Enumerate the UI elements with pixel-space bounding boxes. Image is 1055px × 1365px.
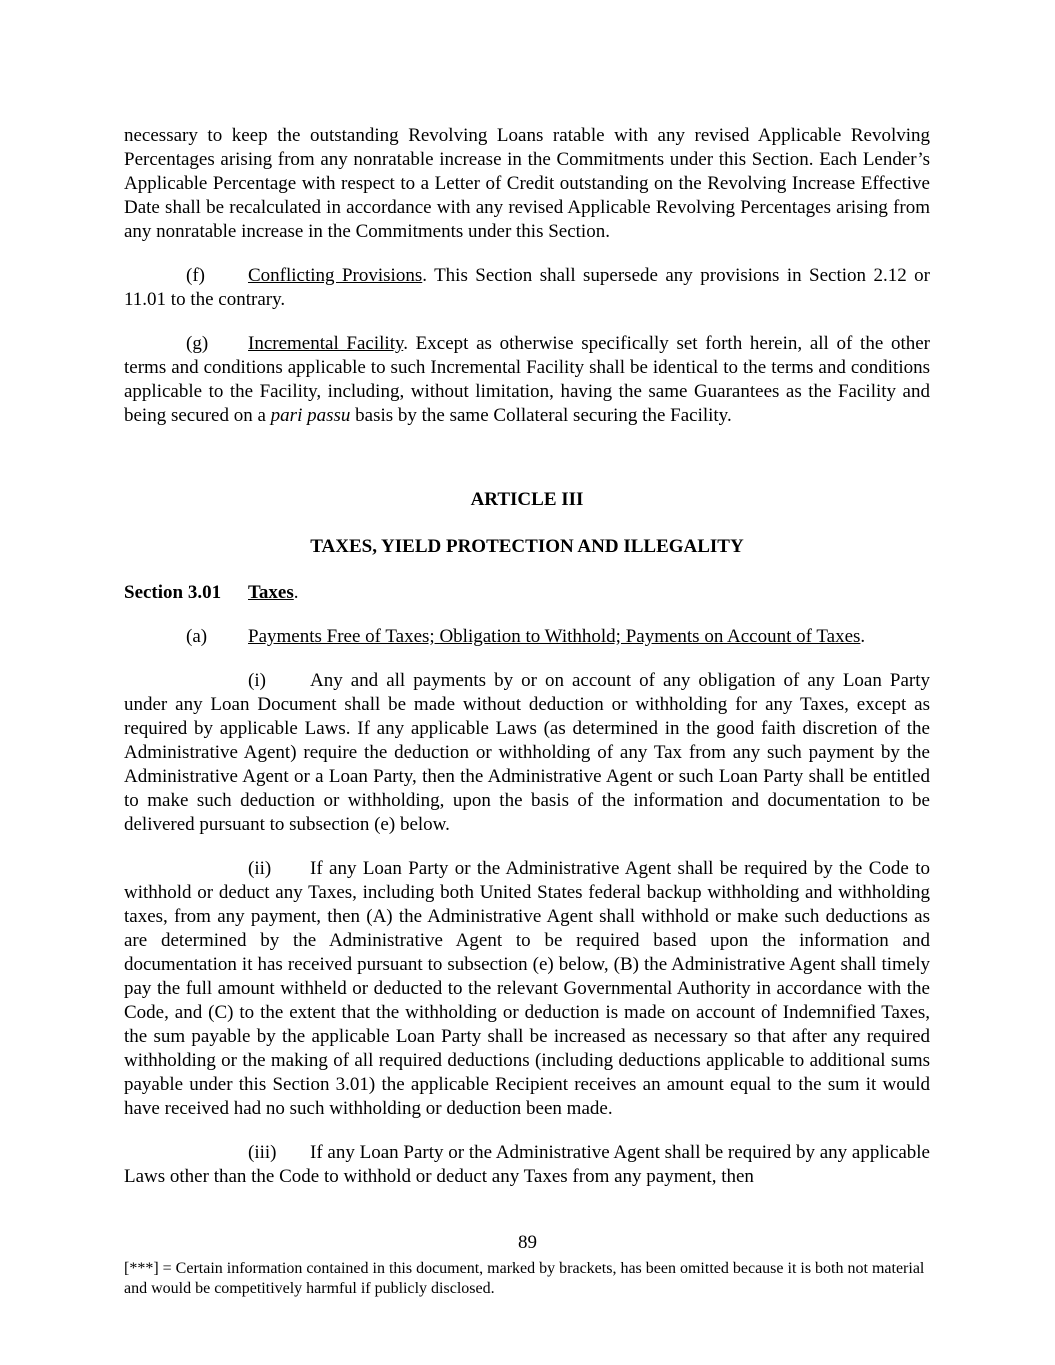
paragraph-f-title: Conflicting Provisions — [248, 265, 423, 286]
section-title: Taxes — [248, 582, 294, 603]
section-title-suffix: . — [293, 582, 299, 603]
clause-ii — [124, 857, 930, 1121]
clause-ii-label: (ii) — [248, 858, 272, 879]
section-heading — [124, 581, 930, 605]
paragraph-g-label: (g) — [186, 333, 209, 354]
footnote: [***] = Certain information contained in this document, marked by brackets, has been omitted because it is both not material and would be competitively harmful if publicly disclosed. — [124, 1260, 925, 1297]
subsection-a-suffix: . — [860, 626, 866, 647]
article-number: ARTICLE III — [470, 489, 584, 510]
subsection-a-label: (a) — [186, 626, 208, 647]
paragraph-f-label: (f) — [186, 265, 205, 286]
article-title: TAXES, YIELD PROTECTION AND ILLEGALITY — [310, 536, 744, 557]
page-number: 89 — [518, 1232, 537, 1253]
clause-i — [124, 669, 930, 837]
paragraph-g — [124, 332, 930, 428]
paragraph-f — [124, 264, 930, 312]
continuation-paragraph: necessary to keep the outstanding Revolving Loans ratable with any revised Applicable Revolving Percentages arising from any nonratable increase in the Commitments under this Section. Each Lender’s Applicable Percentage with respect to a Letter of Credit outstanding on the Revolving Increase Effective Date shall be recalculated in accordance with any revised Applicable Revolving Percentages arising from any nonratable increase in the Commitments under this Section. — [124, 125, 930, 242]
section-number: Section 3.01 — [124, 582, 222, 603]
clause-iii-label: (iii) — [248, 1142, 277, 1163]
clause-ii-text: If any Loan Party or the Administrative Agent shall be required by the Code to withhold or deduct any Taxes, including both United States federal backup withholding and withholding taxes, from any payment, then (A) the Administrative Agent shall withhold or make such deductions as are determined by the Administrative Agent to be required based upon the information and documentation it has received pursuant to subsection (e) below, (B) the Administrative Agent shall timely pay the full amount withheld or deducted to the relevant Governmental Authority in accordance with the Code, and (C) to the extent that the withholding or deduction is made on account of Indemnified Taxes, the sum payable by the applicable Loan Party shall be increased as necessary so that after any required withholding or the making of all required deductions (including deductions applicable to additional sums payable under this Section 3.01) the applicable Recipient receives an amount equal to the sum it would have received had no such withholding or deduction been made. — [124, 858, 930, 1119]
clause-i-label: (i) — [248, 670, 266, 691]
subsection-a-title: Payments Free of Taxes; Obligation to Withhold; Payments on Account of Taxes — [248, 626, 861, 647]
paragraph-g-title: Incremental Facility — [248, 333, 404, 354]
paragraph-g-italic: pari passu — [270, 405, 351, 426]
subsection-a — [124, 625, 930, 649]
paragraph-g-text-before: . Except as otherwise specifically set forth herein, all of the other terms and conditions applicable to such Incremental Facility shall be identical to the terms and conditions applicable to the Facility, including, without limitation, having the same Guarantees as the Facility and being secured on a — [124, 333, 930, 426]
paragraph-f-text: . This Section shall supersede any provisions in Section 2.12 or 11.01 to the contrary. — [124, 265, 930, 310]
clause-iii — [124, 1141, 930, 1189]
clause-iii-text: If any Loan Party or the Administrative Agent shall be required by any applicable Laws other than the Code to withhold or deduct any Taxes from any payment, then — [124, 1142, 930, 1187]
document-page — [124, 124, 930, 1189]
clause-i-text: Any and all payments by or on account of any obligation of any Loan Party under any Loan Document shall be made without deduction or withholding for any Taxes, except as required by applicable Laws. If any applicable Laws (as determined in the good faith discretion of the Administrative Agent) require the deduction or withholding of any Tax from any such payment by the Administrative Agent or a Loan Party, then the Administrative Agent or such Loan Party shall be entitled to make such deduction or withholding, upon the basis of the information and documentation to be delivered pursuant to subsection (e) below. — [124, 670, 930, 835]
paragraph-g-text-after: basis by the same Collateral securing the Facility. — [350, 405, 732, 426]
